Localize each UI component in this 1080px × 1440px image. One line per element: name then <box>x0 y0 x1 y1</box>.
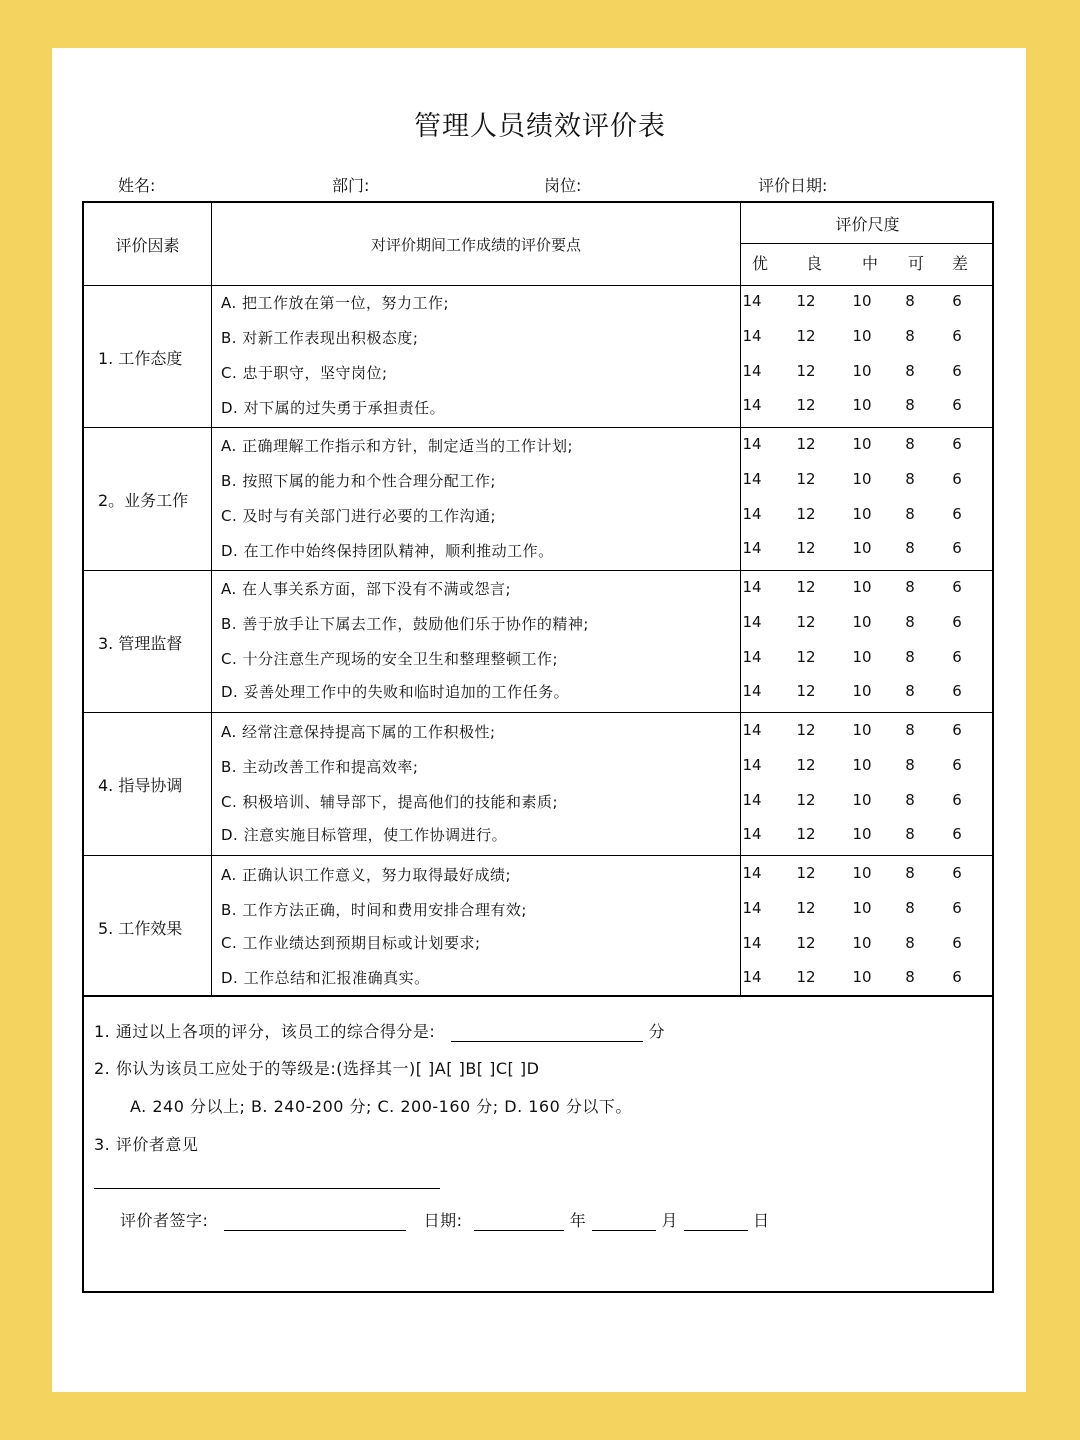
score-option[interactable]: 6 <box>952 327 962 345</box>
score-option[interactable]: 6 <box>952 435 962 453</box>
score-option[interactable]: 8 <box>905 396 915 414</box>
day-blank[interactable] <box>684 1212 748 1231</box>
list-item: B. 善于放手让下属去工作，鼓励他们乐于协作的精神; <box>221 615 589 633</box>
year-blank[interactable] <box>474 1212 564 1231</box>
list-item: C. 工作业绩达到预期目标或计划要求; <box>221 934 481 952</box>
score-option[interactable]: 12 <box>796 864 816 882</box>
score-option[interactable]: 12 <box>796 968 816 986</box>
score-option[interactable]: 12 <box>796 505 816 523</box>
signature-label: 评价者签字: <box>120 1211 209 1230</box>
score-option[interactable]: 8 <box>905 791 915 809</box>
score-option[interactable]: 14 <box>742 934 762 952</box>
score-option[interactable]: 10 <box>852 435 872 453</box>
list-item: B. 对新工作表现出积极态度; <box>221 329 419 347</box>
score-option[interactable]: 12 <box>796 470 816 488</box>
factor-header: 评价因素 <box>115 235 180 255</box>
score-option[interactable]: 8 <box>905 899 915 917</box>
score-option[interactable]: 14 <box>742 791 762 809</box>
list-item: A. 正确认识工作意义，努力取得最好成绩; <box>221 866 512 884</box>
score-option[interactable]: 14 <box>742 362 762 380</box>
score-option[interactable]: 14 <box>742 864 762 882</box>
score-option[interactable]: 10 <box>852 934 872 952</box>
list-item: B. 工作方法正确，时间和费用安排合理有效; <box>221 901 527 919</box>
header-divider <box>84 285 992 286</box>
score-option[interactable]: 12 <box>796 648 816 666</box>
score-option[interactable]: 6 <box>952 539 962 557</box>
signature-blank[interactable] <box>224 1212 406 1231</box>
score-option[interactable]: 14 <box>742 578 762 596</box>
list-item: C. 十分注意生产现场的安全卫生和整理整顿工作; <box>221 650 559 668</box>
score-option[interactable]: 12 <box>796 899 816 917</box>
category-guidance-coordination: 4. 指导协调 <box>98 775 183 795</box>
score-option[interactable]: 12 <box>796 613 816 631</box>
row-divider <box>84 855 992 856</box>
score-option[interactable]: 14 <box>742 721 762 739</box>
score-option[interactable]: 10 <box>852 578 872 596</box>
category-management-supervision: 3. 管理监督 <box>98 633 183 653</box>
list-item: B. 按照下属的能力和个性合理分配工作; <box>221 472 496 490</box>
score-option[interactable]: 12 <box>796 435 816 453</box>
grade-fair: 可 <box>907 254 924 273</box>
score-option[interactable]: 12 <box>796 791 816 809</box>
score-option[interactable]: 14 <box>742 470 762 488</box>
total-score-line <box>94 1019 665 1042</box>
grade-poor: 差 <box>951 254 968 273</box>
score-option[interactable]: 6 <box>952 578 962 596</box>
year-label: 年 <box>569 1211 587 1230</box>
score-option[interactable]: 12 <box>796 721 816 739</box>
score-option[interactable]: 6 <box>952 721 962 739</box>
score-option[interactable]: 6 <box>952 505 962 523</box>
score-option[interactable]: 10 <box>852 362 872 380</box>
score-option[interactable]: 14 <box>742 613 762 631</box>
score-option[interactable]: 12 <box>796 682 816 700</box>
score-option[interactable]: 10 <box>852 470 872 488</box>
list-item: A. 在人事关系方面，部下没有不满或怨言; <box>221 580 512 598</box>
list-item: D. 对下属的过失勇于承担责任。 <box>221 399 446 417</box>
score-option[interactable]: 10 <box>852 505 872 523</box>
score-option[interactable]: 10 <box>852 648 872 666</box>
score-option[interactable]: 6 <box>952 613 962 631</box>
score-option[interactable]: 10 <box>852 613 872 631</box>
score-option[interactable]: 12 <box>796 396 816 414</box>
month-label: 月 <box>661 1211 678 1230</box>
score-option[interactable]: 14 <box>742 682 762 700</box>
row-divider <box>84 427 992 428</box>
score-option[interactable]: 10 <box>852 791 872 809</box>
score-option[interactable]: 6 <box>952 968 962 986</box>
score-option[interactable]: 8 <box>905 362 915 380</box>
score-option[interactable]: 6 <box>952 756 962 774</box>
score-option[interactable]: 14 <box>742 648 762 666</box>
month-blank[interactable] <box>592 1212 656 1231</box>
summary-section <box>82 995 994 1293</box>
scale-header: 评价尺度 <box>835 214 900 234</box>
grade-good: 良 <box>805 254 822 273</box>
score-option[interactable]: 6 <box>952 362 962 380</box>
score-option[interactable]: 6 <box>952 470 962 488</box>
score-option[interactable]: 6 <box>952 864 962 882</box>
score-option[interactable]: 6 <box>952 899 962 917</box>
score-option[interactable]: 14 <box>742 825 762 843</box>
score-option[interactable]: 6 <box>952 825 962 843</box>
score-option[interactable]: 10 <box>852 396 872 414</box>
score-option[interactable]: 12 <box>796 539 816 557</box>
list-item: D. 注意实施目标管理，使工作协调进行。 <box>221 826 508 844</box>
score-option[interactable]: 6 <box>952 292 962 310</box>
score-option[interactable]: 8 <box>905 825 915 843</box>
score-option[interactable]: 14 <box>742 327 762 345</box>
grade-excellent: 优 <box>751 254 768 273</box>
score-option[interactable]: 8 <box>905 327 915 345</box>
score-option[interactable]: 10 <box>852 721 872 739</box>
row-divider <box>84 712 992 713</box>
list-item: D. 在工作中始终保持团队精神，顺利推动工作。 <box>221 542 554 560</box>
score-option[interactable]: 14 <box>742 968 762 986</box>
evaluator-opinion-label: 3. 评价者意见 <box>94 1135 199 1154</box>
category-business-work: 2。业务工作 <box>98 490 189 510</box>
score-option[interactable]: 8 <box>905 505 915 523</box>
list-item: A. 经常注意保持提高下属的工作积极性; <box>221 723 496 741</box>
score-option[interactable]: 6 <box>952 791 962 809</box>
score-option[interactable]: 14 <box>742 899 762 917</box>
row-divider <box>84 570 992 571</box>
department-label: 部门: <box>332 176 370 195</box>
score-option[interactable]: 12 <box>796 362 816 380</box>
score-option[interactable]: 14 <box>742 396 762 414</box>
score-option[interactable]: 8 <box>905 682 915 700</box>
list-item: D. 妥善处理工作中的失败和临时追加的工作任务。 <box>221 683 570 701</box>
score-option[interactable]: 10 <box>852 968 872 986</box>
score-option[interactable]: 14 <box>742 435 762 453</box>
list-item: D. 工作总结和汇报准确真实。 <box>221 969 430 987</box>
list-item: B. 主动改善工作和提高效率; <box>221 758 419 776</box>
score-option[interactable]: 6 <box>952 648 962 666</box>
list-item: A. 把工作放在第一位，努力工作; <box>221 294 450 312</box>
day-label: 日 <box>753 1211 770 1230</box>
score-option[interactable]: 8 <box>905 864 915 882</box>
score-option[interactable]: 6 <box>952 396 962 414</box>
score-option[interactable]: 8 <box>905 539 915 557</box>
score-option[interactable]: 8 <box>905 968 915 986</box>
grade-scale-note: A. 240 分以上; B. 240-200 分; C. 200-160 分; D. 160 分以下。 <box>130 1097 632 1116</box>
score-option[interactable]: 8 <box>905 756 915 774</box>
total-score-label: 1. 通过以上各项的评分，该员工的综合得分是: <box>94 1022 436 1041</box>
opinion-blank-line[interactable] <box>94 1188 440 1189</box>
name-label: 姓名: <box>118 176 156 195</box>
score-option[interactable]: 14 <box>742 756 762 774</box>
total-score-blank[interactable] <box>451 1023 643 1042</box>
score-option[interactable]: 8 <box>905 721 915 739</box>
score-option[interactable]: 10 <box>852 864 872 882</box>
score-option[interactable]: 14 <box>742 505 762 523</box>
score-option[interactable]: 10 <box>852 756 872 774</box>
score-option[interactable]: 8 <box>905 470 915 488</box>
score-option[interactable]: 12 <box>796 825 816 843</box>
list-item: C. 忠于职守，坚守岗位; <box>221 364 388 382</box>
grade-medium: 中 <box>861 254 878 273</box>
score-option[interactable]: 8 <box>905 435 915 453</box>
scale-divider <box>740 243 992 244</box>
score-option[interactable]: 8 <box>905 648 915 666</box>
score-option[interactable]: 14 <box>742 539 762 557</box>
score-unit: 分 <box>648 1022 665 1041</box>
score-option[interactable]: 10 <box>852 825 872 843</box>
list-item: C. 积极培训、辅导部下，提高他们的技能和素质; <box>221 793 559 811</box>
score-option[interactable]: 12 <box>796 578 816 596</box>
page-title: 管理人员绩效评价表 <box>414 111 666 142</box>
position-label: 岗位: <box>544 176 582 195</box>
date-label: 日期: <box>423 1211 463 1230</box>
score-option[interactable]: 10 <box>852 682 872 700</box>
grade-question: 2. 你认为该员工应处于的等级是:(选择其一)[ ]A[ ]B[ ]C[ ]D <box>94 1059 540 1078</box>
list-item: A. 正确理解工作指示和方针，制定适当的工作计划; <box>221 437 574 455</box>
points-header: 对评价期间工作成绩的评价要点 <box>370 235 581 254</box>
score-option[interactable]: 10 <box>852 327 872 345</box>
evaluation-table <box>82 201 994 997</box>
evaluation-date-label: 评价日期: <box>758 176 828 195</box>
score-option[interactable]: 10 <box>852 539 872 557</box>
score-option[interactable]: 8 <box>905 934 915 952</box>
score-option[interactable]: 12 <box>796 934 816 952</box>
score-option[interactable]: 12 <box>796 327 816 345</box>
score-option[interactable]: 8 <box>905 292 915 310</box>
score-option[interactable]: 12 <box>796 756 816 774</box>
score-option[interactable]: 8 <box>905 578 915 596</box>
score-option[interactable]: 8 <box>905 613 915 631</box>
score-option[interactable]: 12 <box>796 292 816 310</box>
score-option[interactable]: 10 <box>852 292 872 310</box>
list-item: C. 及时与有关部门进行必要的工作沟通; <box>221 507 497 525</box>
score-option[interactable]: 6 <box>952 934 962 952</box>
score-option[interactable]: 14 <box>742 292 762 310</box>
category-work-attitude: 1. 工作态度 <box>98 348 183 368</box>
signature-line <box>120 1208 770 1231</box>
score-option[interactable]: 10 <box>852 899 872 917</box>
category-work-effect: 5. 工作效果 <box>98 918 183 938</box>
score-option[interactable]: 6 <box>952 682 962 700</box>
